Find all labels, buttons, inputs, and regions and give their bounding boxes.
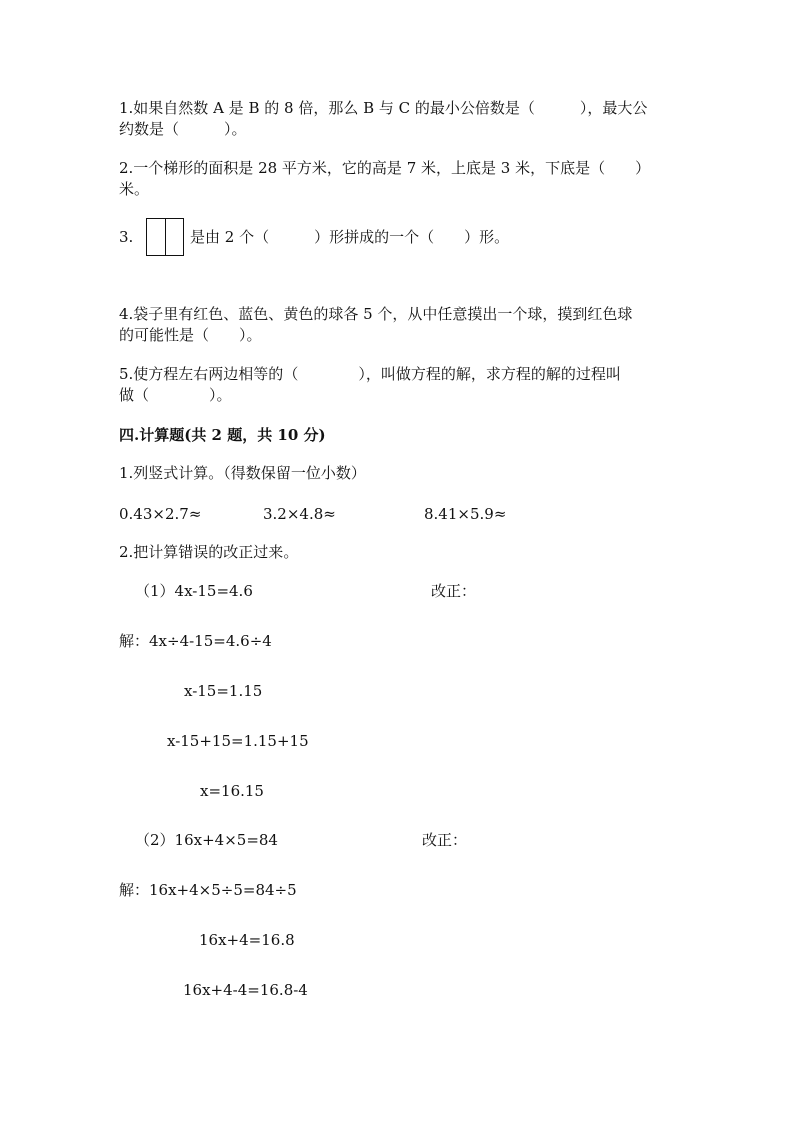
q4-line2: 的可能性是（ ）。 [119, 326, 262, 344]
part1-step-3: x-15+15=1.15+15 [167, 732, 309, 750]
part1-problem: （1）4x-15=4.6 [135, 582, 253, 600]
part1-step-1: 解：4x÷4-15=4.6÷4 [119, 632, 272, 650]
part2-problem: （2）16x+4×5=84 [135, 831, 278, 849]
calc-expr-1: 0.43×2.7≈ [119, 505, 202, 523]
part2-step-2: 16x+4=16.8 [199, 931, 295, 949]
calc-expr-2: 3.2×4.8≈ [263, 505, 336, 523]
calc-q1-title: 1.列竖式计算。（得数保留一位小数） [119, 464, 366, 482]
part1-step-2: x-15=1.15 [184, 682, 263, 700]
calc-expr-3: 8.41×5.9≈ [424, 505, 507, 523]
section-heading: 四.计算题(共 2 题，共 10 分) [119, 426, 326, 444]
q1-line2: 约数是（ ）。 [119, 120, 247, 138]
two-rectangles-figure [146, 218, 184, 256]
q3-text: 是由 2 个（ ）形拼成的一个（ ）形。 [190, 228, 510, 246]
part2-correction-label: 改正： [422, 831, 468, 849]
q3-number: 3. [119, 228, 134, 246]
q5-line2: 做（ ）。 [119, 386, 232, 404]
calc-q2-title: 2.把计算错误的改正过来。 [119, 543, 299, 561]
part2-step-1: 解：16x+4×5÷5=84÷5 [119, 881, 297, 899]
q4-line1: 4.袋子里有红色、蓝色、黄色的球各 5 个，从中任意摸出一个球，摸到红色球 [119, 305, 633, 323]
q5-line1: 5.使方程左右两边相等的（ ），叫做方程的解，求方程的解的过程叫 [119, 365, 621, 383]
part2-step-3: 16x+4-4=16.8-4 [183, 981, 308, 999]
q2-line2: 米。 [119, 180, 150, 198]
q1-line1: 1.如果自然数 A 是 B 的 8 倍，那么 B 与 C 的最小公倍数是（ ），最大公 [119, 99, 648, 117]
rectangle-divider [165, 219, 166, 255]
part1-correction-label: 改正： [431, 582, 477, 600]
part1-step-4: x=16.15 [200, 782, 264, 800]
q2-line1: 2.一个梯形的面积是 28 平方米，它的高是 7 米，上底是 3 米，下底是（ ） [119, 159, 651, 177]
